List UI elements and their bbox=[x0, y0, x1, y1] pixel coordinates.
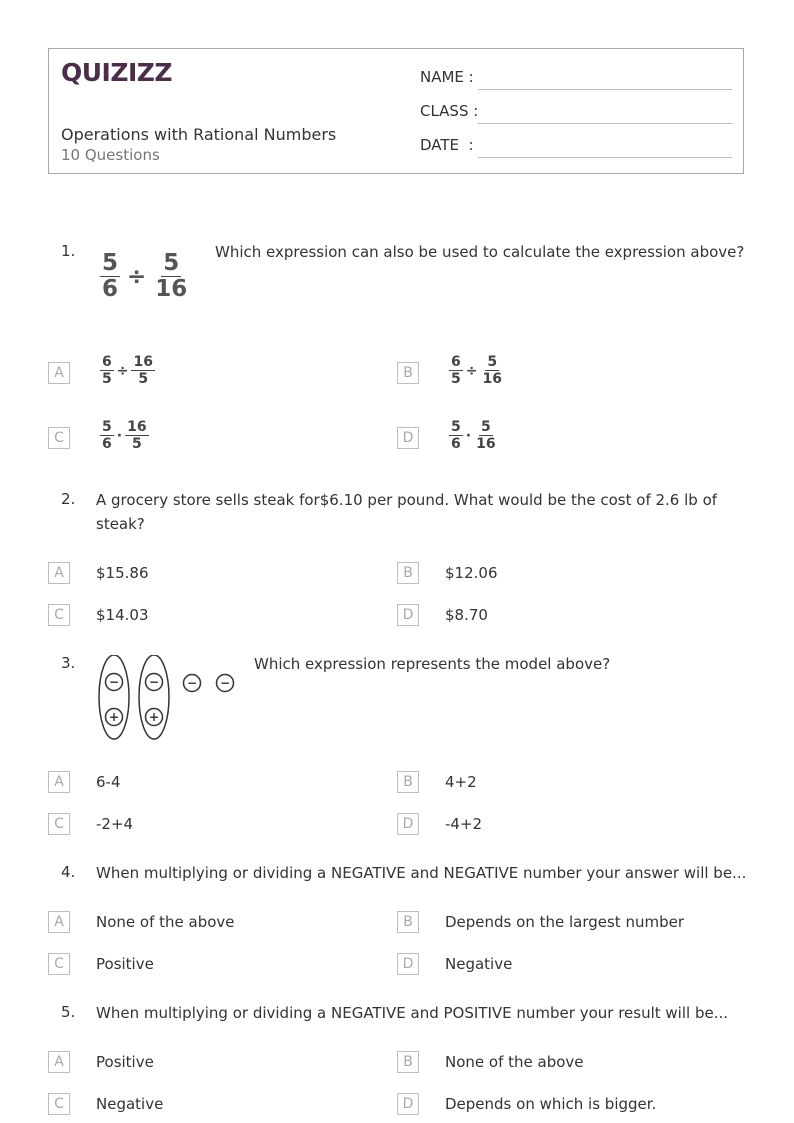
multiplication-dot: · bbox=[465, 427, 472, 444]
denominator: 16 bbox=[155, 276, 188, 302]
option-letter[interactable]: C bbox=[48, 953, 70, 975]
option-text[interactable]: -4+2 bbox=[445, 815, 483, 833]
fraction bbox=[100, 420, 114, 451]
question-number: 3. bbox=[61, 654, 76, 672]
fraction bbox=[480, 355, 503, 386]
option-letter[interactable]: B bbox=[397, 911, 419, 933]
date-line[interactable] bbox=[478, 157, 732, 158]
denominator: 6 bbox=[102, 436, 112, 452]
name-line[interactable] bbox=[478, 89, 732, 90]
division-symbol: ÷ bbox=[116, 362, 129, 379]
option-text[interactable]: -2+4 bbox=[96, 815, 134, 833]
question-text: When multiplying or dividing a NEGATIVE and NEGATIVE number your answer will be... bbox=[96, 864, 747, 882]
date-label: DATE : bbox=[420, 136, 474, 154]
minus-icon: − bbox=[219, 676, 231, 690]
fraction bbox=[153, 252, 189, 301]
denominator: 5 bbox=[131, 436, 142, 452]
option-letter[interactable]: D bbox=[397, 427, 419, 449]
option-text[interactable]: $12.06 bbox=[445, 564, 498, 582]
counter-pair-oval bbox=[99, 655, 129, 739]
option-expression[interactable] bbox=[449, 420, 498, 451]
class-label: CLASS : bbox=[420, 102, 479, 120]
numerator: 16 bbox=[133, 354, 153, 370]
multiplication-dot: · bbox=[116, 427, 123, 444]
minus-icon: − bbox=[148, 675, 160, 689]
numerator: 5 bbox=[480, 419, 491, 435]
denominator: 5 bbox=[451, 371, 461, 387]
fraction bbox=[131, 355, 154, 386]
denominator: 5 bbox=[102, 371, 112, 387]
class-line[interactable] bbox=[478, 123, 732, 124]
quizizz-logo: QUIZIZZ bbox=[61, 58, 173, 87]
option-letter[interactable]: B bbox=[397, 562, 419, 584]
option-text[interactable]: Depends on which is bigger. bbox=[445, 1095, 657, 1113]
division-symbol: ÷ bbox=[127, 263, 147, 290]
option-letter[interactable]: B bbox=[397, 362, 419, 384]
fraction bbox=[474, 420, 497, 451]
option-expression[interactable] bbox=[100, 420, 149, 451]
numerator: 6 bbox=[451, 354, 461, 370]
option-text[interactable]: Positive bbox=[96, 1053, 154, 1071]
option-text[interactable]: None of the above bbox=[96, 913, 235, 931]
question-text-line-2: steak? bbox=[96, 515, 145, 533]
option-letter[interactable]: B bbox=[397, 1051, 419, 1073]
option-letter[interactable]: A bbox=[48, 562, 70, 584]
option-letter[interactable]: C bbox=[48, 1093, 70, 1115]
fraction bbox=[125, 420, 148, 451]
denominator: 16 bbox=[482, 371, 502, 387]
numerator: 5 bbox=[102, 250, 119, 276]
question-text-line-1: A grocery store sells steak for$6.10 per pound. What would be the cost of 2.6 lb of bbox=[96, 491, 718, 509]
fraction bbox=[100, 355, 114, 386]
question-number: 5. bbox=[61, 1003, 76, 1021]
option-letter[interactable]: D bbox=[397, 1093, 419, 1115]
worksheet-title: Operations with Rational Numbers bbox=[61, 125, 337, 144]
plus-icon: + bbox=[108, 710, 120, 724]
denominator: 6 bbox=[102, 276, 119, 302]
option-letter[interactable]: B bbox=[397, 771, 419, 793]
option-text[interactable]: $8.70 bbox=[445, 606, 488, 624]
option-expression[interactable] bbox=[449, 355, 504, 386]
option-letter[interactable]: C bbox=[48, 813, 70, 835]
question-number: 1. bbox=[61, 242, 76, 260]
option-letter[interactable]: A bbox=[48, 771, 70, 793]
option-letter[interactable]: C bbox=[48, 427, 70, 449]
option-letter[interactable]: A bbox=[48, 362, 70, 384]
numerator: 5 bbox=[451, 419, 461, 435]
option-letter[interactable]: A bbox=[48, 911, 70, 933]
option-letter[interactable]: D bbox=[397, 604, 419, 626]
option-text[interactable]: Negative bbox=[96, 1095, 164, 1113]
question-count: 10 Questions bbox=[61, 146, 160, 164]
numerator: 5 bbox=[487, 354, 498, 370]
numerator: 5 bbox=[102, 419, 112, 435]
denominator: 5 bbox=[138, 371, 149, 387]
question-expression bbox=[100, 252, 189, 301]
option-text[interactable]: 4+2 bbox=[445, 773, 477, 791]
option-letter[interactable]: A bbox=[48, 1051, 70, 1073]
option-text[interactable]: Depends on the largest number bbox=[445, 913, 684, 931]
option-text[interactable]: None of the above bbox=[445, 1053, 584, 1071]
question-text: Which expression can also be used to calculate the expression above? bbox=[215, 243, 745, 261]
option-letter[interactable]: D bbox=[397, 953, 419, 975]
question-number: 4. bbox=[61, 863, 76, 881]
division-symbol: ÷ bbox=[465, 362, 478, 379]
question-text: When multiplying or dividing a NEGATIVE and POSITIVE number your result will be... bbox=[96, 1004, 728, 1022]
fraction bbox=[449, 420, 463, 451]
option-text[interactable]: Positive bbox=[96, 955, 154, 973]
option-letter[interactable]: C bbox=[48, 604, 70, 626]
numerator: 16 bbox=[127, 419, 147, 435]
name-label: NAME : bbox=[420, 68, 474, 86]
question-text: Which expression represents the model above? bbox=[254, 655, 611, 673]
fraction bbox=[449, 355, 463, 386]
minus-icon: − bbox=[186, 676, 198, 690]
counter-pair-oval bbox=[139, 655, 169, 739]
fraction bbox=[100, 252, 120, 301]
option-expression[interactable] bbox=[100, 355, 155, 386]
option-text[interactable]: $15.86 bbox=[96, 564, 149, 582]
question-number: 2. bbox=[61, 490, 76, 508]
option-text[interactable]: $14.03 bbox=[96, 606, 149, 624]
option-letter[interactable]: D bbox=[397, 813, 419, 835]
numerator: 6 bbox=[102, 354, 112, 370]
counter-model bbox=[96, 655, 246, 745]
denominator: 6 bbox=[451, 436, 461, 452]
minus-icon: − bbox=[108, 675, 120, 689]
option-text[interactable]: Negative bbox=[445, 955, 513, 973]
numerator: 5 bbox=[163, 250, 180, 276]
option-text[interactable]: 6-4 bbox=[96, 773, 121, 791]
denominator: 16 bbox=[476, 436, 496, 452]
plus-icon: + bbox=[148, 710, 160, 724]
